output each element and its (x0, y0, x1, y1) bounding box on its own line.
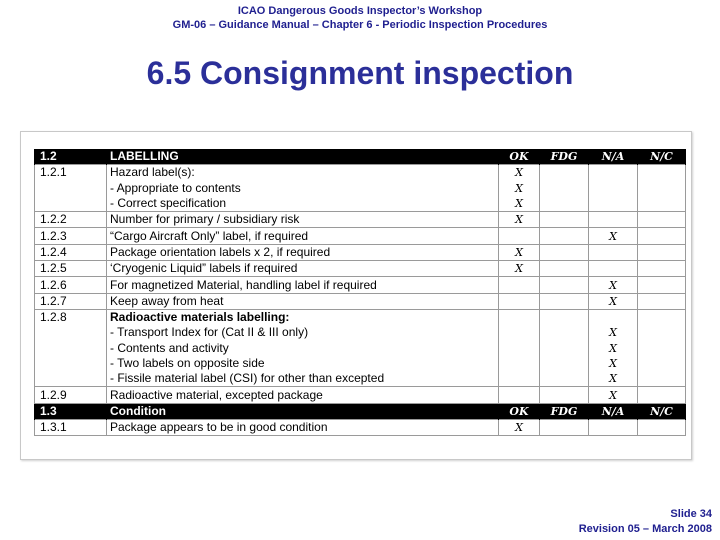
checklist-body (35, 149, 686, 436)
checklist-row (35, 165, 686, 181)
checklist-row (35, 212, 686, 228)
na-mark (589, 261, 638, 277)
fdg-mark (540, 293, 589, 309)
checklist-row (35, 196, 686, 212)
checklist-row (35, 325, 686, 340)
item-number: 1.2.9 (35, 387, 107, 403)
na-mark: X (589, 325, 638, 340)
nc-mark (638, 181, 686, 196)
ok-mark (499, 341, 540, 356)
item-label: - Fissile material label (CSI) for other than excepted (107, 371, 499, 387)
item-number (35, 325, 107, 340)
na-mark: X (589, 371, 638, 387)
fdg-mark (540, 309, 589, 325)
ok-mark: X (499, 165, 540, 181)
nc-mark (638, 341, 686, 356)
nc-mark (638, 387, 686, 403)
fdg-mark (540, 212, 589, 228)
item-number: 1.2.8 (35, 309, 107, 325)
na-mark: X (589, 356, 638, 371)
section-header-row (35, 149, 686, 165)
item-label: LABELLING (107, 149, 499, 165)
nc-mark (638, 261, 686, 277)
item-label: Radioactive materials labelling: (107, 309, 499, 325)
ok-mark (499, 309, 540, 325)
na-mark: X (589, 277, 638, 293)
item-label: - Two labels on opposite side (107, 356, 499, 371)
checklist-row (35, 341, 686, 356)
section-header-row (35, 403, 686, 419)
nc-mark (638, 244, 686, 260)
na-mark (589, 212, 638, 228)
fdg-mark (540, 228, 589, 244)
checklist-row (35, 261, 686, 277)
fdg-mark (540, 261, 589, 277)
ok-mark (499, 371, 540, 387)
fdg-mark (540, 277, 589, 293)
item-number: 1.3.1 (35, 420, 107, 436)
item-number (35, 341, 107, 356)
ok-mark (499, 277, 540, 293)
ok-mark (499, 325, 540, 340)
fdg-mark: FDG (540, 403, 589, 419)
ok-mark: X (499, 212, 540, 228)
header-workshop-title: ICAO Dangerous Goods Inspector’s Workshop (237, 5, 483, 17)
checklist-row (35, 356, 686, 371)
checklist-row (35, 277, 686, 293)
checklist-row (35, 181, 686, 196)
nc-mark (638, 309, 686, 325)
slide-number: Slide 34 (670, 508, 712, 520)
item-number: 1.2 (35, 149, 107, 165)
item-number: 1.2.3 (35, 228, 107, 244)
item-number (35, 181, 107, 196)
nc-mark (638, 277, 686, 293)
item-number: 1.3 (35, 403, 107, 419)
item-label: Package appears to be in good condition (107, 420, 499, 436)
item-number: 1.2.2 (35, 212, 107, 228)
na-mark (589, 244, 638, 260)
fdg-mark (540, 181, 589, 196)
checklist-row (35, 420, 686, 436)
item-number (35, 371, 107, 387)
item-label: Hazard label(s): (107, 165, 499, 181)
checklist-row (35, 371, 686, 387)
ok-mark: X (499, 244, 540, 260)
item-number: 1.2.1 (35, 165, 107, 181)
slide-title: 6.5 Consignment inspection (146, 55, 574, 91)
checklist-row (35, 309, 686, 325)
fdg-mark (540, 244, 589, 260)
item-label: Package orientation labels x 2, if required (107, 244, 499, 260)
checklist-row (35, 244, 686, 260)
checklist-row (35, 293, 686, 309)
ok-mark: OK (499, 149, 540, 165)
item-label: Radioactive material, excepted package (107, 387, 499, 403)
ok-mark (499, 228, 540, 244)
item-label: Condition (107, 403, 499, 419)
fdg-mark (540, 420, 589, 436)
na-mark: X (589, 293, 638, 309)
nc-mark: N/C (638, 149, 686, 165)
item-number: 1.2.5 (35, 261, 107, 277)
ok-mark (499, 387, 540, 403)
item-label: Number for primary / subsidiary risk (107, 212, 499, 228)
item-label: - Appropriate to contents (107, 181, 499, 196)
item-label: - Correct specification (107, 196, 499, 212)
ok-mark: X (499, 181, 540, 196)
nc-mark: N/C (638, 403, 686, 419)
nc-mark (638, 356, 686, 371)
ok-mark: X (499, 261, 540, 277)
checklist-row (35, 228, 686, 244)
revision-label: Revision 05 – March 2008 (578, 523, 712, 535)
fdg-mark (540, 341, 589, 356)
header-manual-reference: GM-06 – Guidance Manual – Chapter 6 - Periodic Inspection Procedures (172, 19, 548, 31)
ok-mark: X (499, 420, 540, 436)
fdg-mark (540, 196, 589, 212)
na-mark (589, 196, 638, 212)
ok-mark (499, 293, 540, 309)
na-mark: X (589, 387, 638, 403)
nc-mark (638, 325, 686, 340)
na-mark (589, 165, 638, 181)
ok-mark: OK (499, 403, 540, 419)
fdg-mark (540, 387, 589, 403)
nc-mark (638, 420, 686, 436)
item-number: 1.2.6 (35, 277, 107, 293)
item-label: - Contents and activity (107, 341, 499, 356)
na-mark: X (589, 341, 638, 356)
ok-mark: X (499, 196, 540, 212)
na-mark: N/A (589, 403, 638, 419)
item-label: Keep away from heat (107, 293, 499, 309)
item-number (35, 356, 107, 371)
fdg-mark (540, 165, 589, 181)
item-number (35, 196, 107, 212)
na-mark: X (589, 228, 638, 244)
nc-mark (638, 228, 686, 244)
nc-mark (638, 212, 686, 228)
na-mark: N/A (589, 149, 638, 165)
nc-mark (638, 165, 686, 181)
item-number: 1.2.7 (35, 293, 107, 309)
item-number: 1.2.4 (35, 244, 107, 260)
fdg-mark (540, 356, 589, 371)
checklist-row (35, 387, 686, 403)
item-label: “Cargo Aircraft Only” label, if required (107, 228, 499, 244)
na-mark (589, 309, 638, 325)
nc-mark (638, 371, 686, 387)
ok-mark (499, 356, 540, 371)
fdg-mark: FDG (540, 149, 589, 165)
checklist-image-frame (20, 131, 692, 460)
item-label: ‘Cryogenic Liquid” labels if required (107, 261, 499, 277)
inspection-checklist-table (34, 149, 686, 436)
item-label: - Transport Index for (Cat II & III only) (107, 325, 499, 340)
na-mark (589, 181, 638, 196)
nc-mark (638, 293, 686, 309)
nc-mark (638, 196, 686, 212)
fdg-mark (540, 325, 589, 340)
na-mark (589, 420, 638, 436)
item-label: For magnetized Material, handling label if required (107, 277, 499, 293)
fdg-mark (540, 371, 589, 387)
